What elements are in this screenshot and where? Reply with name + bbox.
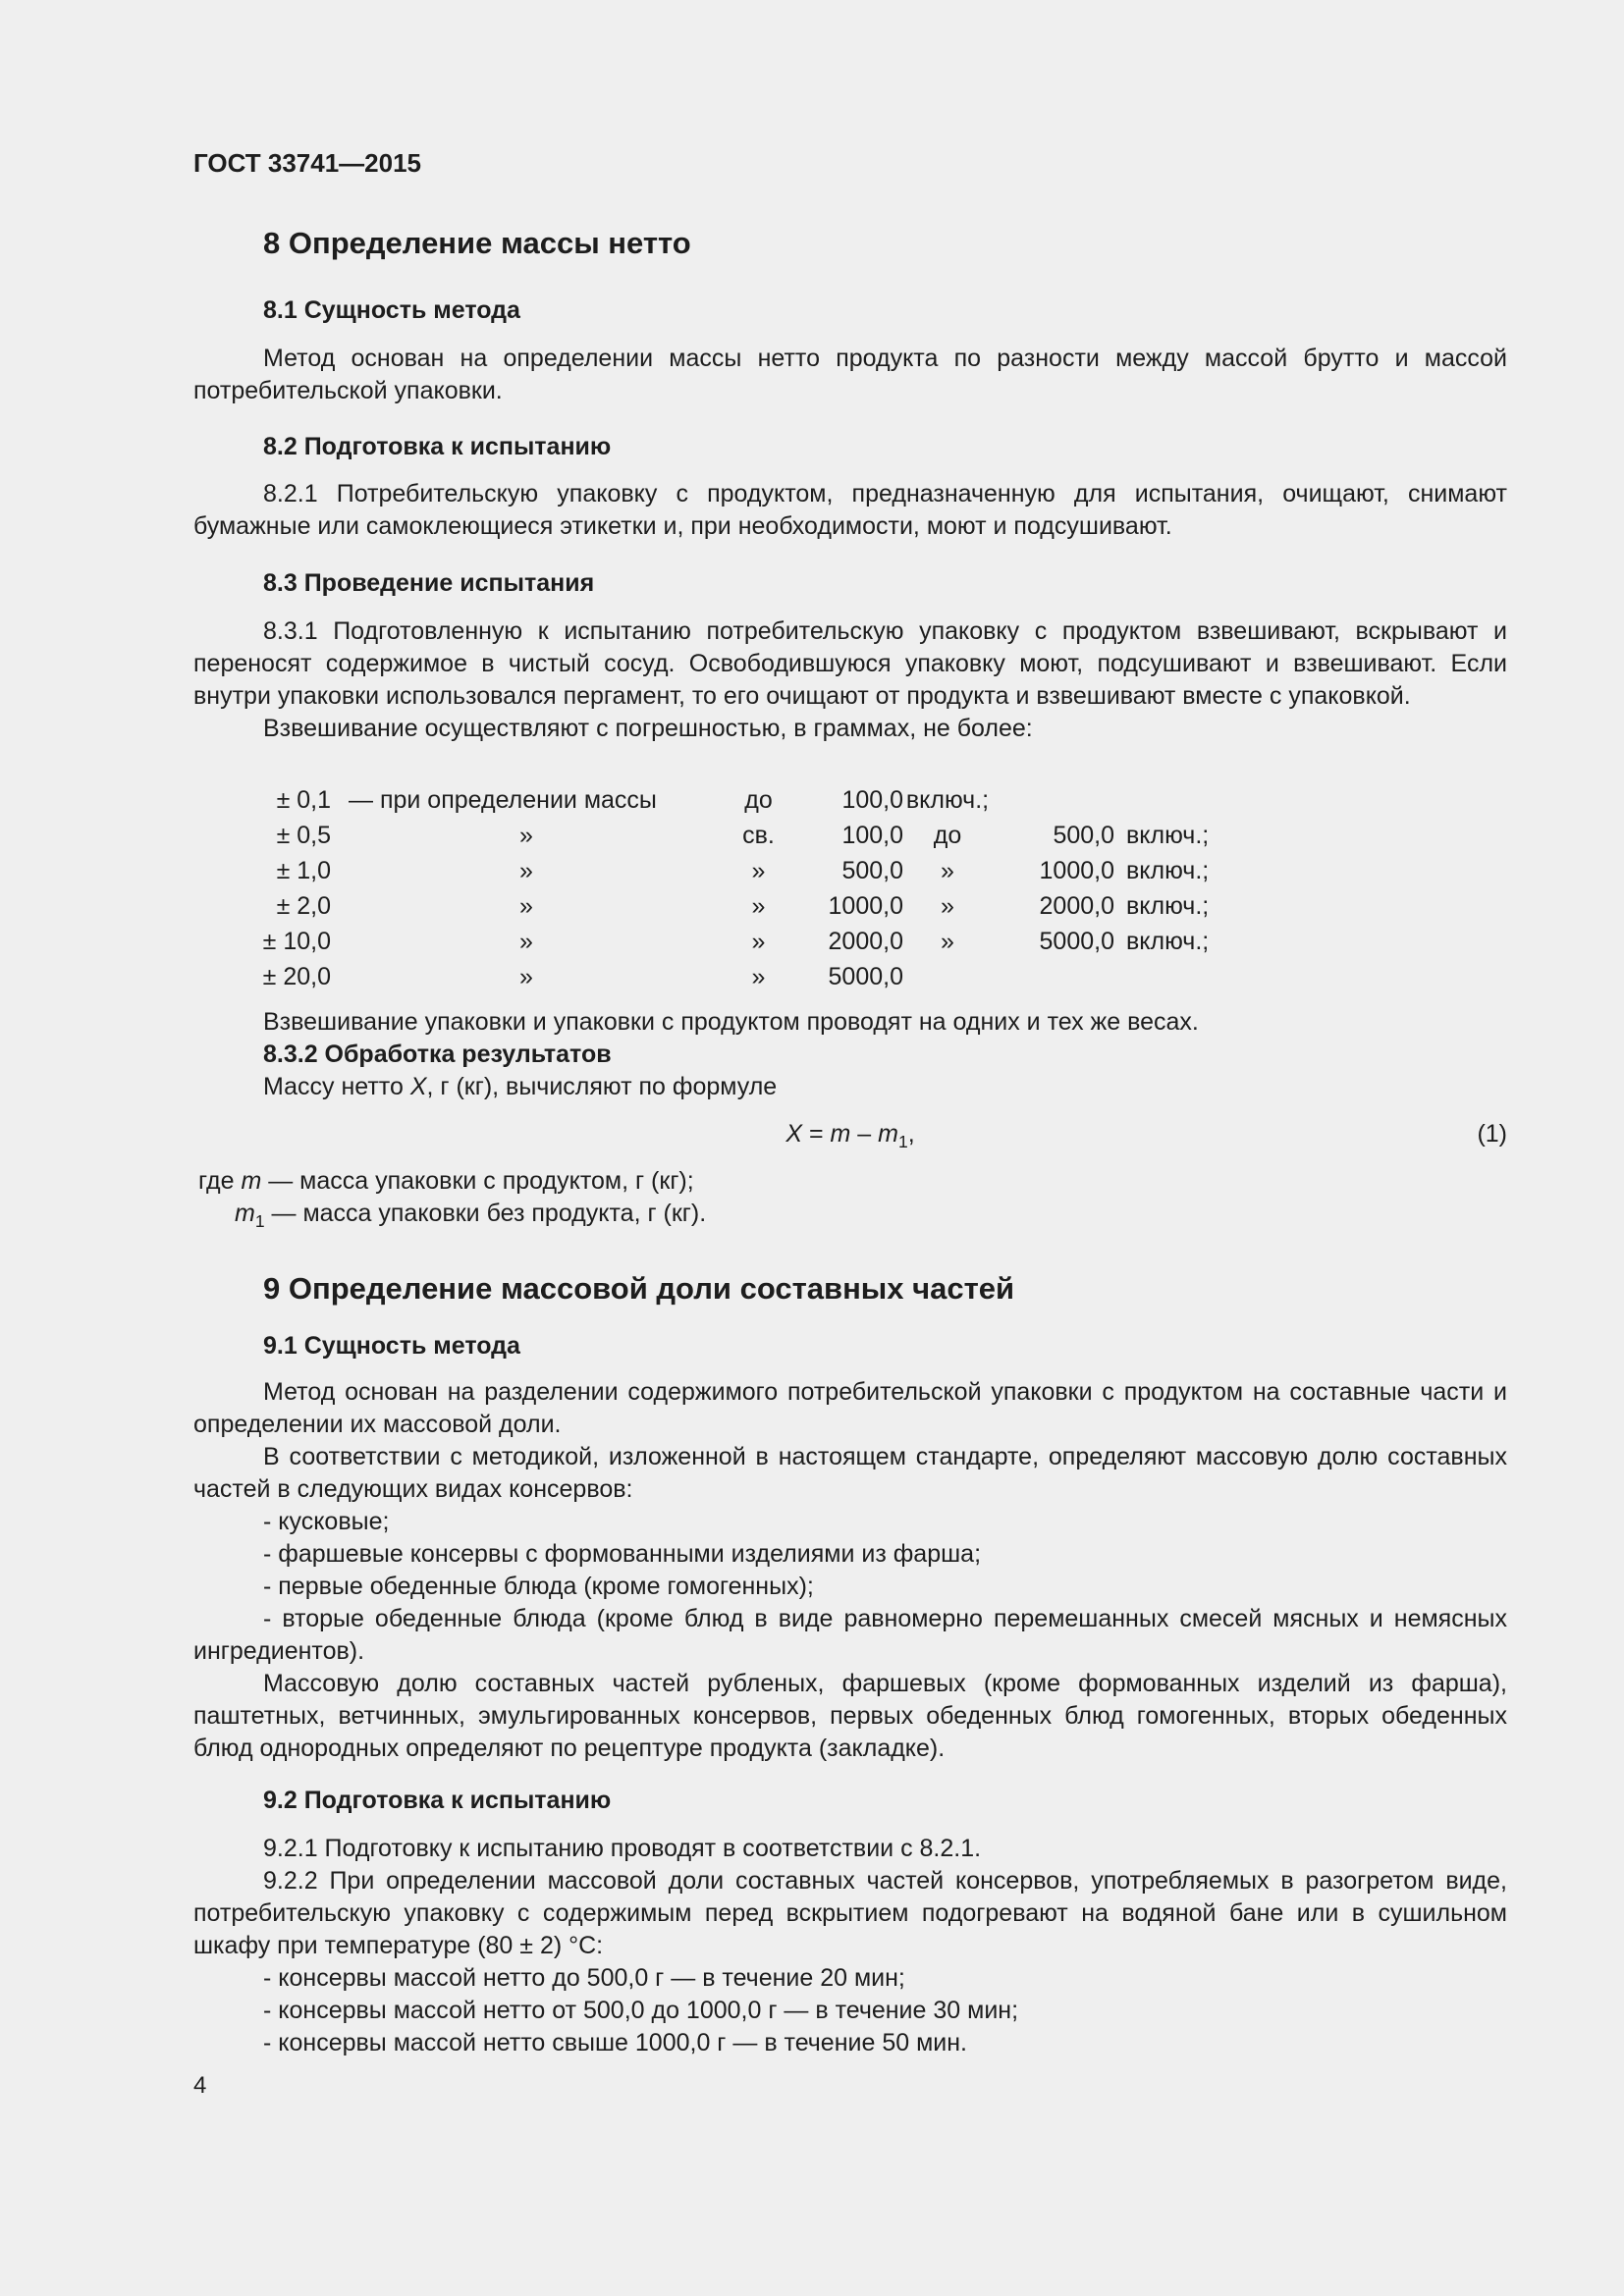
list-item: - первые обеденные блюда (кроме гомогенных); <box>263 1573 814 1600</box>
tolerance-table-body <box>252 782 1234 994</box>
section-9-title: 9 Определение массовой доли составных частей <box>263 1271 1015 1306</box>
tolerance-to-word: до <box>933 821 962 849</box>
list-item: - фаршевые консервы с формованными изделиями из фарша; <box>263 1540 982 1568</box>
list-item: - консервы массой нетто свыше 1000,0 г — в течение 50 мин. <box>263 2029 967 2056</box>
tolerance-tol: ± 10,0 <box>262 927 331 955</box>
legend-m1-desc: — масса упаковки без продукта, г (кг). <box>264 1200 707 1227</box>
legend-m-var: m <box>241 1167 262 1195</box>
list-item: - вторые обеденные блюда (кроме блюд в виде равномерно перемешанных смесей мясных и немясных ингредиентов). <box>193 1605 1507 1665</box>
tolerance-from-word: до <box>744 785 773 814</box>
section-8-3-title-block <box>193 567 1507 600</box>
tolerance-desc: » <box>519 856 533 884</box>
tolerance-from-val: 100,0 <box>841 785 903 814</box>
tolerance-tol: ± 1,0 <box>276 856 331 884</box>
section-8-3-2-block <box>193 1006 1507 1103</box>
section-8-3-1-block <box>193 615 1507 745</box>
section-9-1-p1: Метод основан на разделении содержимого потребительской упаковки с продуктом на составные части и определении их массовой доли. <box>193 1378 1507 1438</box>
list-item: - консервы массой нетто от 500,0 до 1000,0 г — в течение 30 мин; <box>263 1997 1019 2024</box>
section-8-1-text-block <box>193 343 1507 407</box>
tolerance-tol: ± 2,0 <box>276 891 331 920</box>
section-8-1-title: 8.1 Сущность метода <box>263 296 520 324</box>
tolerance-to-val <box>992 959 1114 994</box>
tolerance-from-word: » <box>751 891 766 920</box>
tolerance-table <box>252 782 1234 994</box>
formula-lhs: X <box>785 1120 803 1148</box>
section-8-3-2-title: 8.3.2 Обработка результатов <box>263 1041 612 1068</box>
formula-m1: m <box>878 1120 898 1148</box>
legend-where: где <box>198 1167 242 1195</box>
tolerance-from-val: 5000,0 <box>828 962 903 990</box>
page-number: 4 <box>193 2072 207 2099</box>
legend-m <box>193 1165 1507 1198</box>
tolerance-tol: ± 0,5 <box>276 821 331 849</box>
tolerance-from-val: 500,0 <box>841 856 903 884</box>
section-9-2-body <box>193 1833 1507 2059</box>
list-item: - консервы массой нетто до 500,0 г — в течение 20 мин; <box>263 1964 905 1992</box>
tolerance-from-word: » <box>751 927 766 955</box>
tolerance-from-word: » <box>751 856 766 884</box>
section-8-1-text: Метод основан на определении массы нетто продукта по разности между массой брутто и массой потребительской упаковки. <box>193 345 1507 404</box>
tolerance-to-val: 2000,0 <box>1039 891 1114 920</box>
tolerance-to-val: 5000,0 <box>1039 927 1114 955</box>
tolerance-end: включ.; <box>1126 891 1210 920</box>
section-8-2-1-block <box>193 478 1507 543</box>
tolerance-to-word: » <box>941 856 954 884</box>
tolerance-from-word: св. <box>742 821 775 849</box>
tolerance-row <box>252 818 1234 853</box>
legend-m1-var: m <box>235 1200 255 1227</box>
tolerance-to-val: 500,0 <box>1053 821 1114 849</box>
formula-eq: = <box>802 1120 831 1148</box>
tolerance-to-val: 1000,0 <box>1039 856 1114 884</box>
formula-m: m <box>830 1120 851 1148</box>
section-9-1-body <box>193 1376 1507 1765</box>
section-8-2-title: 8.2 Подготовка к испытанию <box>263 433 612 460</box>
tolerance-desc: » <box>519 891 533 920</box>
tolerance-row <box>252 782 1234 818</box>
list-item: - кусковые; <box>263 1508 390 1535</box>
formula-end: , <box>907 1120 915 1148</box>
tolerance-row <box>252 888 1234 924</box>
section-8-title: 8 Определение массы нетто <box>263 226 691 260</box>
tolerance-row <box>252 853 1234 888</box>
tolerance-to-word: включ.; <box>905 785 990 814</box>
legend-m1-sub: 1 <box>254 1211 265 1231</box>
tolerance-end <box>1114 782 1234 818</box>
tolerance-tol: ± 20,0 <box>262 962 331 990</box>
section-9-2-2-text: 9.2.2 При определении массовой доли составных частей консервов, употребляемых в разогретом виде, потребительскую упаковку с содержимым перед вскрытием подогревают на водяной бане или в сушильном шкафу при температуре (80 ± 2) °С: <box>193 1867 1507 1959</box>
tolerance-desc: » <box>519 962 533 990</box>
document-code: ГОСТ 33741—2015 <box>193 148 421 178</box>
section-9-1-p3: Массовую долю составных частей рубленых, фаршевых (кроме формованных изделий из фарша), паштетных, ветчинных, эмульгированных консервов, первых обеденных блюд гомогенных, вторых обеденных блюд однородных определяют по рецептуре продукта (закладке). <box>193 1670 1507 1762</box>
tolerance-end: включ.; <box>1126 821 1210 849</box>
section-8-3-title: 8.3 Проведение испытания <box>263 569 595 597</box>
section-9-2-2-list <box>193 1962 1507 2059</box>
weighing-intro: Взвешивание осуществляют с погрешностью, в граммах, не более: <box>263 715 1033 742</box>
tolerance-from-val: 100,0 <box>841 821 903 849</box>
tolerance-from-val: 1000,0 <box>828 891 903 920</box>
formula-m1-sub: 1 <box>897 1132 908 1151</box>
tolerance-desc: » <box>519 927 533 955</box>
calc-intro <box>193 1071 1507 1103</box>
tolerance-to-word: » <box>941 927 954 955</box>
tolerance-tol: ± 0,1 <box>276 785 331 814</box>
tolerance-from-word: » <box>751 962 766 990</box>
tolerance-desc: — при определении массы <box>349 785 657 814</box>
tolerance-to-val <box>992 782 1114 818</box>
tolerance-desc: » <box>519 821 533 849</box>
formula-1 <box>193 1118 1507 1150</box>
tolerance-from-val: 2000,0 <box>828 927 903 955</box>
section-8-title-block <box>193 224 1507 263</box>
section-9-2-title-block <box>193 1785 1507 1817</box>
formula-minus: – <box>850 1120 879 1148</box>
tolerance-to-word: » <box>941 891 954 920</box>
legend-m-desc: — масса упаковки с продуктом, г (кг); <box>261 1167 694 1195</box>
section-9-1-title-block <box>193 1330 1507 1362</box>
section-8-1-title-block <box>193 294 1507 327</box>
tolerance-to-word <box>903 959 992 994</box>
section-8-2-1-text: 8.2.1 Потребительскую упаковку с продуктом, предназначенную для испытания, очищают, снимают бумажные или самоклеющиеся этикетки и, при необходимости, моют и подсушивают. <box>193 480 1507 540</box>
tolerance-row <box>252 959 1234 994</box>
legend-m1 <box>193 1198 1507 1230</box>
section-8-2-title-block <box>193 431 1507 463</box>
section-8-3-1-text: 8.3.1 Подготовленную к испытанию потребительскую упаковку с продуктом взвешивают, вскрывают и переносят содержимое в чистый сосуд. Освободившуюся упаковку моют, подсушивают и взвешивают. Если внутри упаковки использовался пергамент, то его очищают от продукта и взвешивают вместе с упаковкой. <box>193 617 1507 710</box>
section-9-1-title: 9.1 Сущность метода <box>263 1332 520 1360</box>
section-9-title-block <box>193 1269 1507 1308</box>
section-9-1-p2: В соответствии с методикой, изложенной в настоящем стандарте, определяют массовую долю составных частей в следующих видах консервов: <box>193 1443 1507 1503</box>
weighing-same-scale: Взвешивание упаковки и упаковки с продуктом проводят на одних и тех же весах. <box>263 1008 1199 1036</box>
tolerance-end <box>1114 959 1234 994</box>
calc-intro-post: , г (кг), вычисляют по формуле <box>426 1073 778 1100</box>
calc-intro-pre: Массу нетто <box>263 1073 410 1100</box>
tolerance-end: включ.; <box>1126 927 1210 955</box>
section-9-2-title: 9.2 Подготовка к испытанию <box>263 1787 612 1814</box>
tolerance-row <box>252 924 1234 959</box>
section-9-2-1-text: 9.2.1 Подготовку к испытанию проводят в соответствии с 8.2.1. <box>263 1835 982 1862</box>
calc-intro-var: X <box>409 1073 427 1100</box>
section-9-1-list <box>193 1506 1507 1668</box>
formula-legend <box>193 1165 1507 1230</box>
tolerance-end: включ.; <box>1126 856 1210 884</box>
formula-number: (1) <box>1477 1120 1507 1148</box>
